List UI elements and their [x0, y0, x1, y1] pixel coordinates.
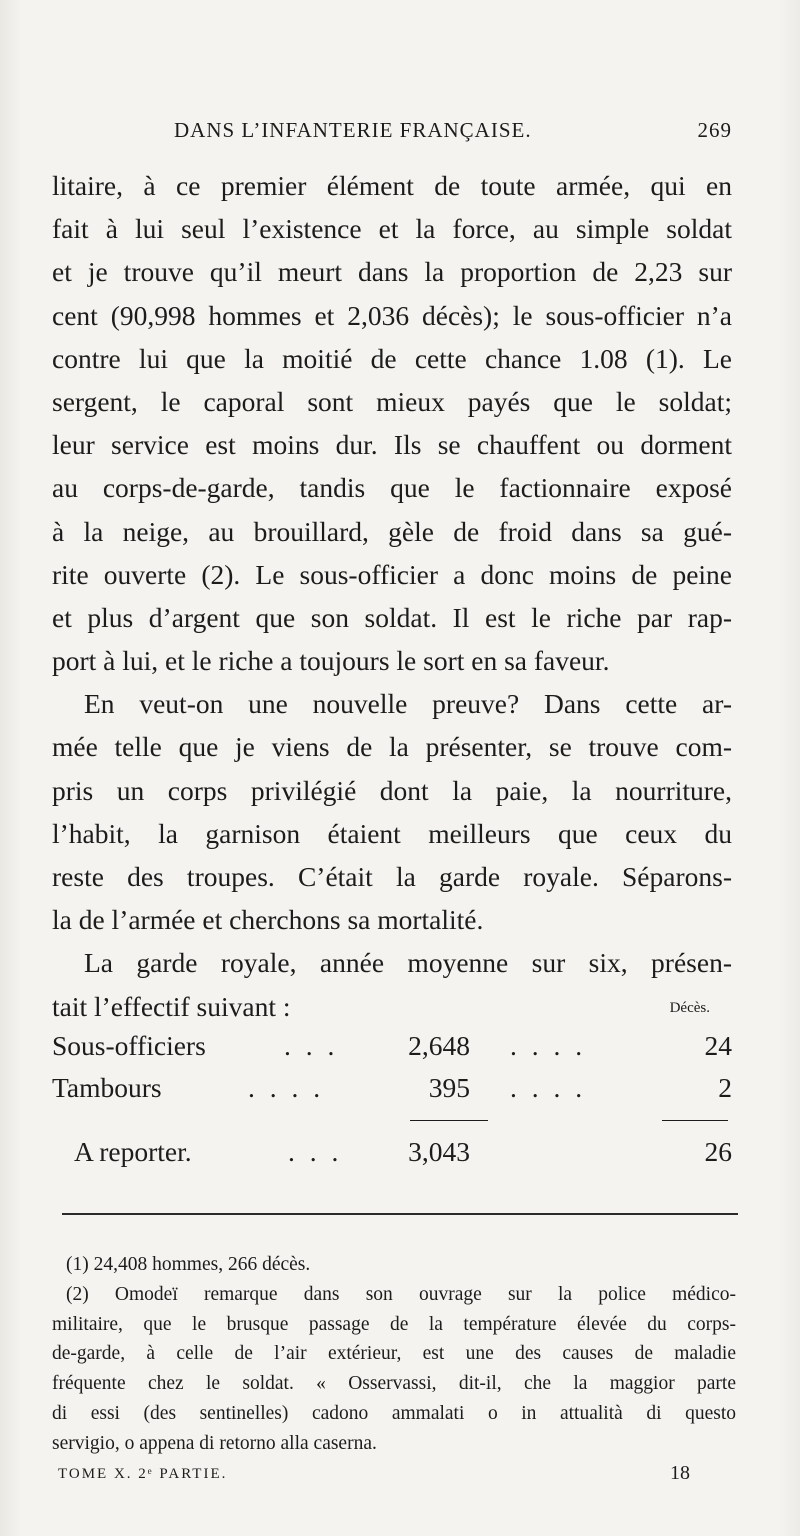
- total-label: A reporter.: [74, 1136, 192, 1167]
- footnote-separator: [62, 1213, 738, 1215]
- text-line: sergent, le caporal sont mieux payés que le soldat;: [52, 385, 732, 417]
- footnote-line: fréquente chez le soldat. « Osservassi, dit-il, che la maggior parte: [52, 1373, 736, 1395]
- row-deces: 2: [718, 1072, 732, 1103]
- footnote-line: (1) 24,408 hommes, 266 décès.: [66, 1254, 311, 1275]
- text-line: mée telle que je viens de la présenter, se trouve com-: [52, 731, 732, 763]
- deces-column-header: Décès.: [669, 1000, 710, 1016]
- text-line: à la neige, au brouillard, gèle de froid dans sa gué-: [52, 515, 732, 547]
- text-line: rite ouverte (2). Le sous-officier a donc moins de peine: [52, 558, 732, 590]
- page-number: 269: [697, 118, 732, 142]
- row-effectif: 2,648: [408, 1030, 470, 1061]
- text-line: et je trouve qu’il meurt dans la proportion de 2,23 sur: [52, 256, 732, 288]
- total-effectif: 3,043: [408, 1136, 470, 1167]
- table-row: [52, 1030, 732, 1070]
- row-deces: 24: [704, 1030, 732, 1061]
- page-footer: [58, 1462, 690, 1484]
- signature-mark: 18: [670, 1462, 690, 1484]
- text-line: au corps-de-garde, tandis que le factionnaire exposé: [52, 472, 732, 504]
- footnote-line: (2) Omodeï remarque dans son ouvrage sur la police médico-: [66, 1283, 736, 1305]
- text-line: l’habit, la garnison étaient meilleurs que ceux du: [52, 817, 732, 849]
- text-line: la de l’armée et cherchons sa mortalité.: [52, 904, 484, 936]
- footnote-line: de-garde, à celle de l’air extérieur, est une des causes de maladie: [52, 1343, 736, 1365]
- main-text: [52, 164, 732, 1028]
- text-line: et plus d’argent que son soldat. Il est le riche par rap-: [52, 601, 732, 633]
- text-line: tait l’effectif suivant :: [52, 990, 291, 1022]
- leader-dots: . . . .: [510, 1072, 587, 1103]
- total-deces: 26: [704, 1136, 732, 1167]
- sum-rule: [662, 1120, 728, 1121]
- footnote-line: militaire, que le brusque passage de la température élevée du corps-: [52, 1313, 736, 1335]
- sum-rule: [410, 1120, 488, 1121]
- text-line: fait à lui seul l’existence et la force, au simple soldat: [52, 213, 732, 245]
- table-total-row: [52, 1136, 732, 1176]
- text-line: contre lui que la moitié de cette chance 1.08 (1). Le: [52, 342, 732, 374]
- footnote-line: servigio, o appena di retorno alla caserna.: [52, 1432, 377, 1454]
- row-label: Tambours: [52, 1072, 162, 1103]
- row-label: Sous-officiers: [52, 1030, 206, 1061]
- footnote-line: di essi (des sentinelles) cadono ammalati o in attualità di questo: [52, 1402, 736, 1424]
- leader-dots: . . .: [288, 1136, 343, 1167]
- text-line: litaire, à ce premier élément de toute armée, qui en: [52, 170, 732, 201]
- text-line: cent (90,998 hommes et 2,036 décès); le sous-officier n’a: [52, 299, 732, 331]
- running-title: DANS L’INFANTERIE FRANÇAISE.: [174, 118, 532, 142]
- leader-dots: . . . .: [248, 1072, 325, 1103]
- text-line: pris un corps privilégié dont la paie, la nourriture,: [52, 774, 732, 806]
- volume-mark: TOME X. 2ᵉ PARTIE.: [58, 1466, 228, 1482]
- leader-dots: . . .: [284, 1030, 339, 1061]
- text-line: En veut-on une nouvelle preuve? Dans cette ar-: [84, 688, 732, 720]
- text-line: La garde royale, année moyenne sur six, présen-: [84, 947, 732, 979]
- text-line: reste des troupes. C’était la garde royale. Séparons-: [52, 861, 732, 892]
- table-row: [52, 1072, 732, 1112]
- row-effectif: 395: [428, 1072, 470, 1103]
- footnotes: [52, 1250, 736, 1459]
- text-line: port à lui, et le riche a toujours le sort en sa faveur.: [52, 645, 610, 677]
- text-line: leur service est moins dur. Ils se chauffent ou dorment: [52, 429, 732, 461]
- page-header: [52, 118, 732, 152]
- leader-dots: . . . .: [510, 1030, 587, 1061]
